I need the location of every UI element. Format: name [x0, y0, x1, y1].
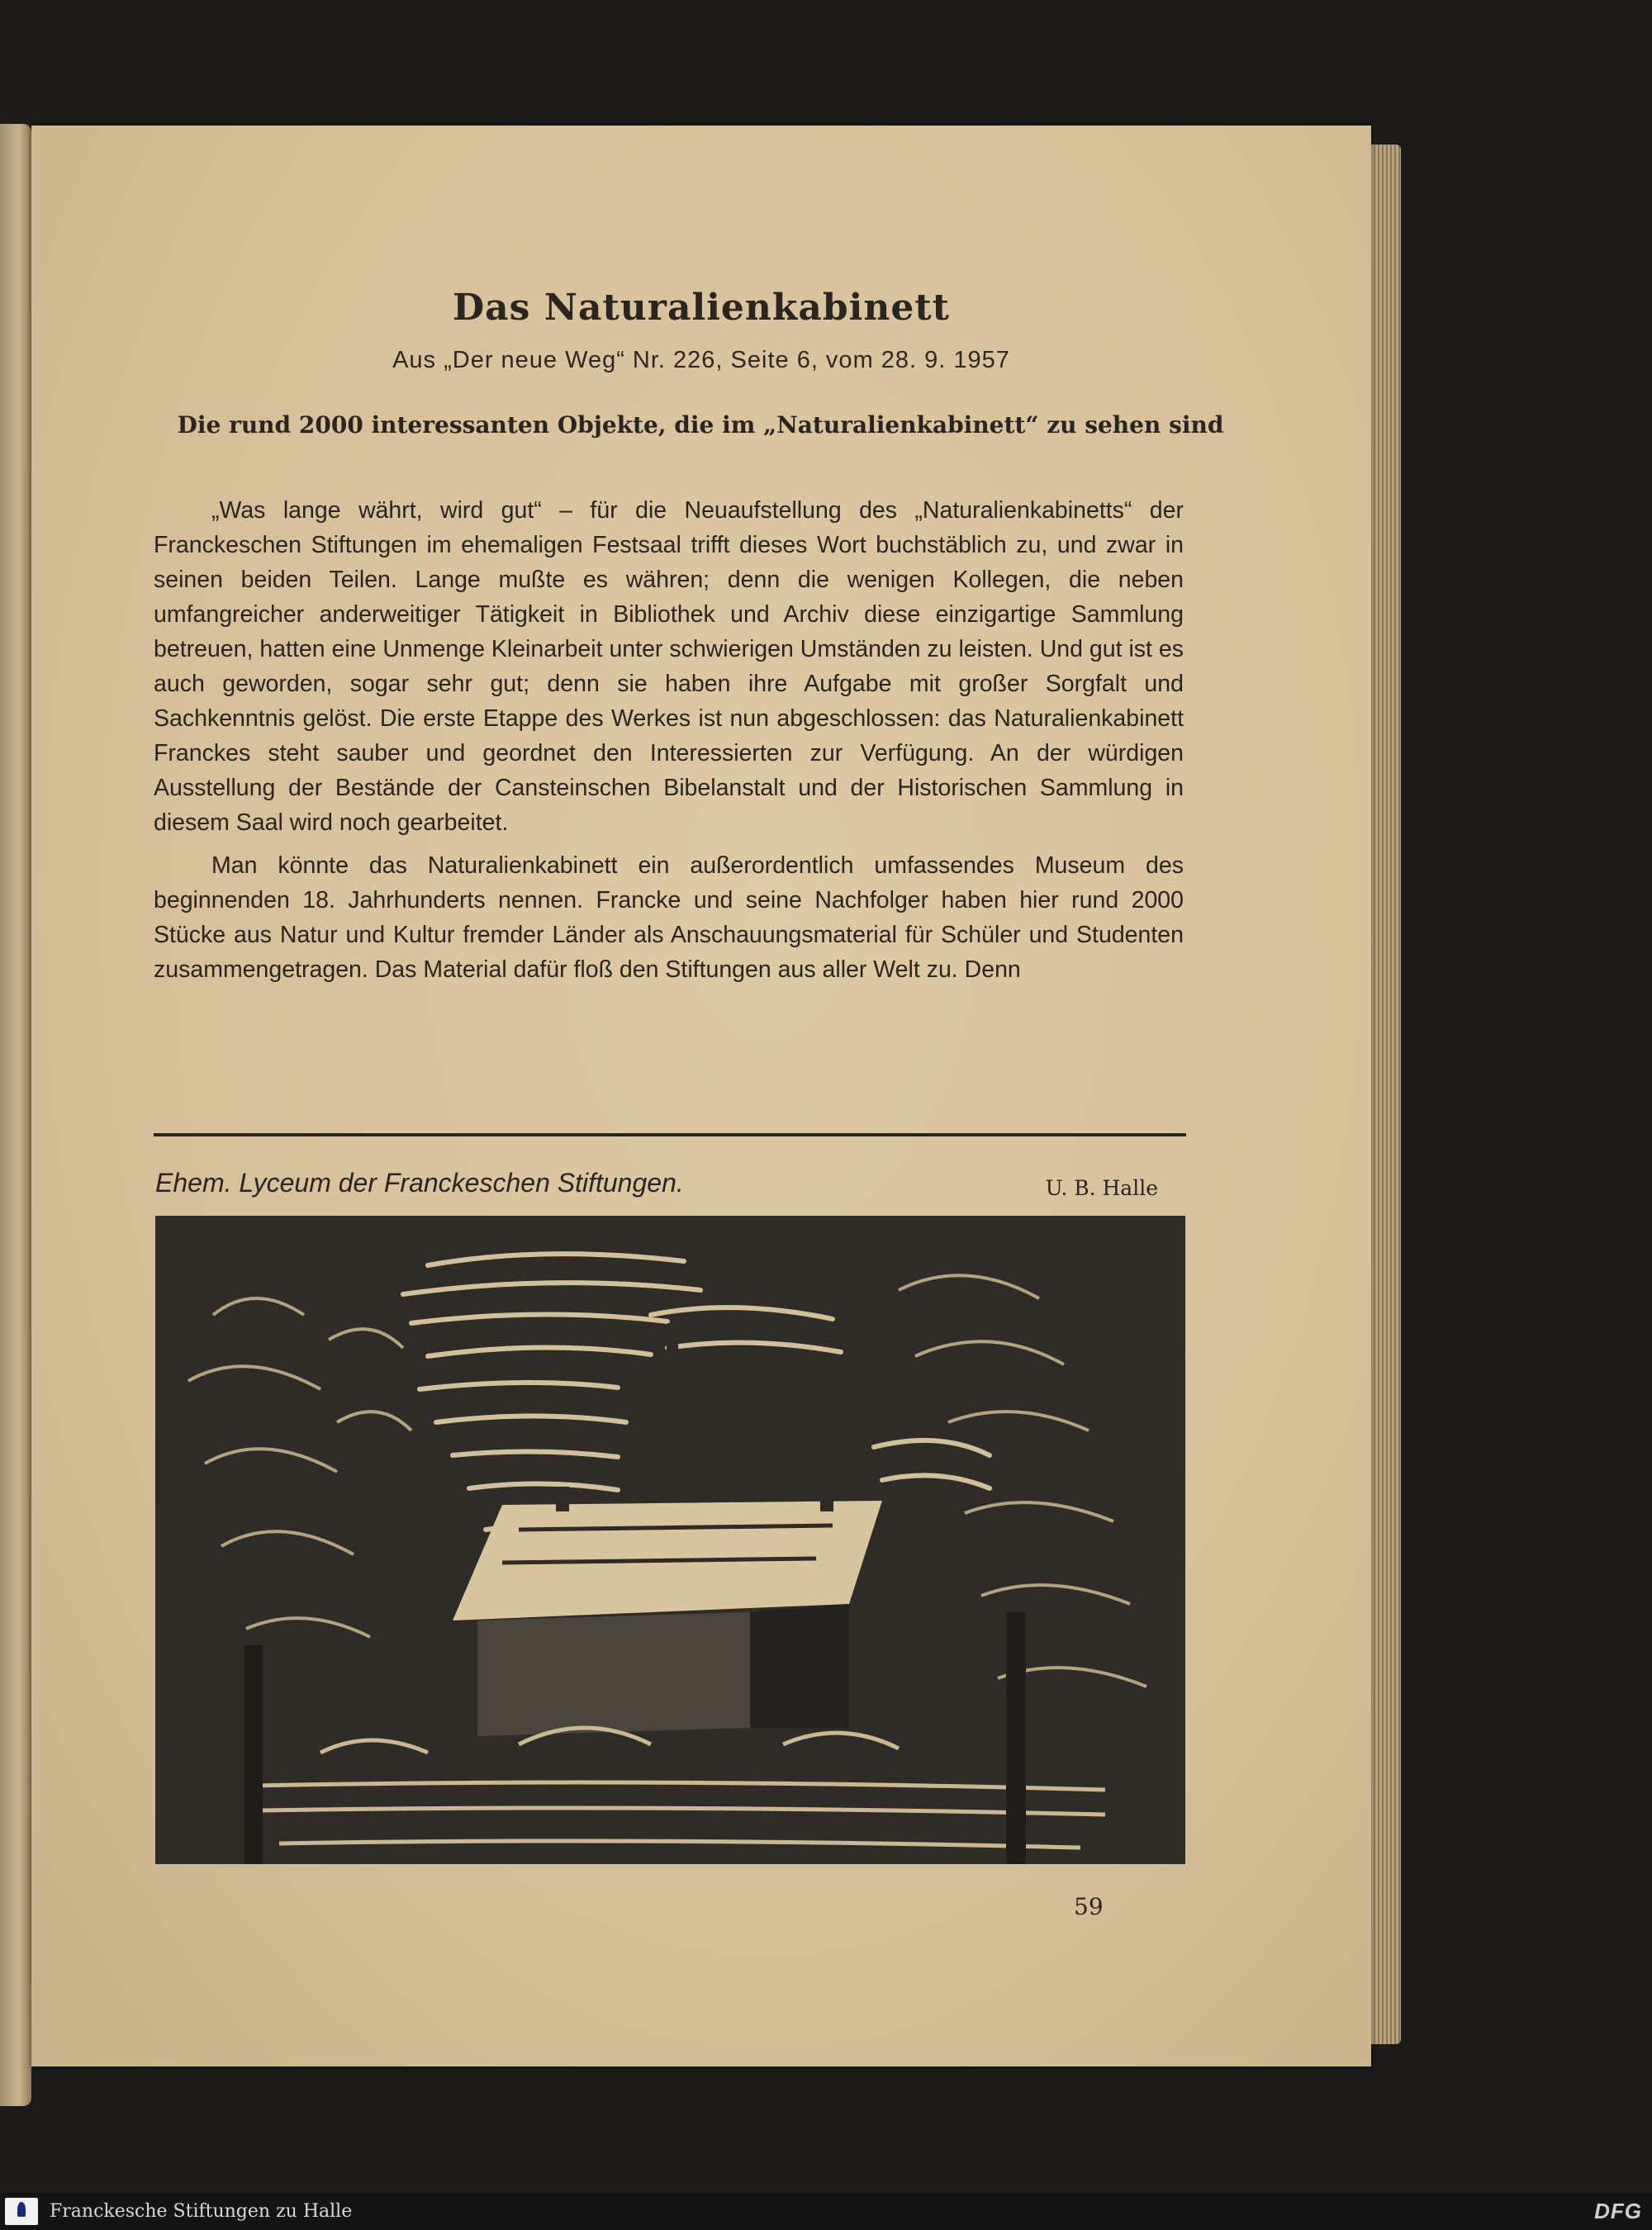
facing-page-edge	[0, 124, 31, 2106]
paragraph-1: „Was lange währt, wird gut“ – für die Neuaufstellung des „Naturalienkabinetts“ der Franckeschen Stiftungen im ehemaligen Festsaal trifft dieses Wort buchstäblich zu, und zwar in seinen beiden Teilen. Lange mußte es währen; denn die wenigen Kollegen, die neben umfangreicher anderweitiger Tätigkeit in Bibliothek und Archiv diese einzigartige Sammlung betreuen, hatten eine Unmenge Kleinarbeit unter schwierigen Umständen zu leisten. Und gut ist es auch geworden, sogar sehr gut; denn sie haben ihre Aufgabe mit großer Sorgfalt und Sachkenntnis gelöst. Die erste Etappe des Werkes ist nun abgeschlossen: das Naturalienkabinett Franckes steht sauber und geordnet den Interessierten zur Verfügung. An der würdigen Ausstellung der Bestände der Cansteinschen Bibelanstalt und der Historischen Sammlung in diesem Saal wird noch gearbeitet.	[154, 497, 1184, 836]
page-number: 59	[1074, 1893, 1104, 1920]
source-line: Aus „Der neue Weg“ Nr. 226, Seite 6, vom 28. 9. 1957	[392, 347, 1010, 373]
dfg-logo: DFG	[1594, 2199, 1642, 2223]
article-body	[154, 493, 1184, 995]
figure-credit: U. B. Halle	[1045, 1176, 1158, 1200]
section-divider	[154, 1133, 1186, 1136]
article-subheading: Die rund 2000 interessanten Objekte, die im „Naturalienkabinett“ zu sehen sind	[177, 411, 1224, 439]
page-stack-edges	[1371, 145, 1401, 2044]
woodcut-drawing	[155, 1216, 1185, 1864]
institution-logo-icon	[5, 2198, 38, 2225]
viewer-footer	[0, 2193, 1652, 2230]
article-title: Das Naturalienkabinett	[452, 287, 950, 329]
woodcut-illustration	[155, 1216, 1185, 1864]
book-page	[31, 126, 1371, 2066]
figure-caption: Ehem. Lyceum der Franckeschen Stiftungen.	[155, 1168, 684, 1198]
paragraph-2: Man könnte das Naturalienkabinett ein außerordentlich umfassendes Museum des beginnenden 18. Jahrhunderts nennen. Francke und seine Nachfolger haben hier rund 2000 Stücke aus Natur und Kultur fremder Länder als Anschauungsmaterial für Schüler und Studenten zusammengetragen. Das Material dafür floß den Stiftungen aus aller Welt zu. Denn	[154, 852, 1184, 983]
footer-institution: Franckesche Stiftungen zu Halle	[50, 2201, 353, 2222]
